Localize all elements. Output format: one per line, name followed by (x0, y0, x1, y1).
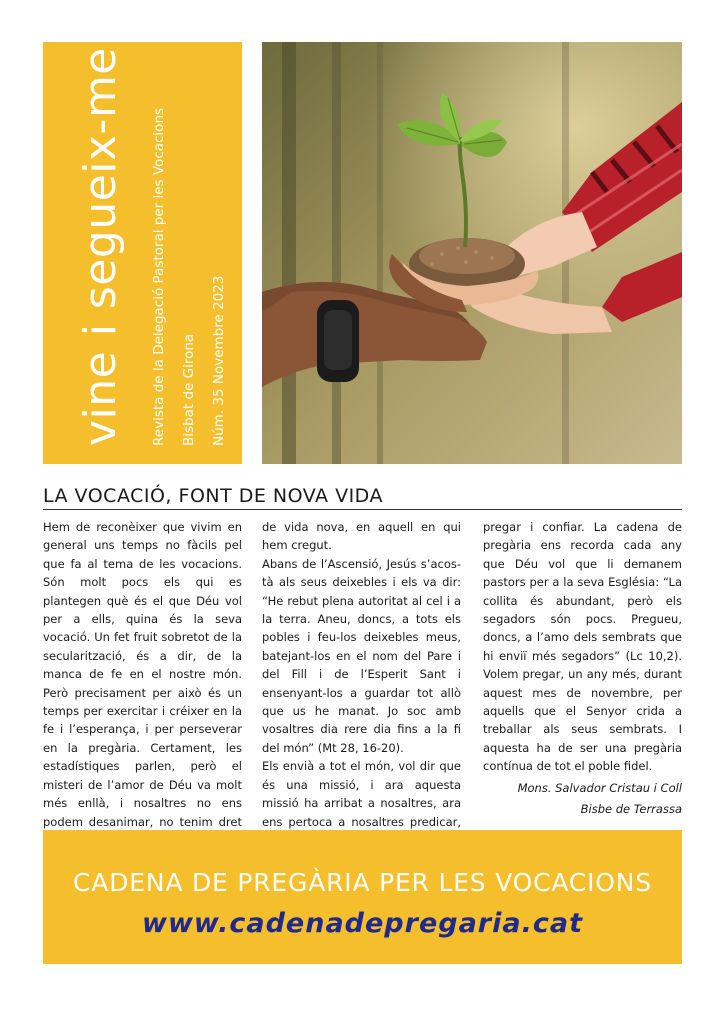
headline-divider (43, 509, 682, 510)
article-column-2 (262, 518, 461, 849)
footer-band (43, 830, 682, 964)
hands-seedling-illustration (262, 42, 682, 464)
article-headline: LA VOCACIÓ, FONT DE NOVA VIDA (43, 485, 383, 507)
article-paragraph: Els envià a tot el món, vol dir que és una missió, i ara aquesta missió ha arribat a nosaltres, ara ens pertoca a nosaltres predicar, (262, 759, 461, 829)
article-column-1 (43, 518, 242, 868)
article-paragraph: Hem de reconèixer que vivim en general uns temps no fàcils pel que fa al tema de les vocacions. Són molt pocs els qui es plantegen què és el que Déu vol per a ells, quina és la seva vocació. Un fet fruit sobretot de la secularització, és a dir, de la manca de fe en el nostre món. Però precisament per això és un temps per exercitar i créixer en la fe i l’esperança, i per perseverar en la pregària. Certament, les estadístiques parlen, però el misteri de l’amor de Déu va molt més enllà, i nosaltres no ens podem desanimar, no tenim dret (43, 520, 242, 829)
masthead-panel (43, 42, 242, 464)
article-paragraph: Abans de l’Ascensió, Jesús s’acostà als seus deixebles i els va dir: “He rebut plena autoritat al cel i a la terra. Aneu, doncs, a tots els pobles i feu-los deixebles meus, batejant-los en el nom del Pare i del Fill i de l’Esperit Sant i ensenyant-los a guardar tot allò que us he manat. Jo soc amb vosaltres dia rere dia fins a la fi del món” (Mt 28, 16-20). (262, 556, 461, 755)
issue-info: Núm. 35 Novembre 2023 (211, 275, 227, 446)
article-paragraph: pregar i confiar. La cadena de pregària ens recorda cada any que Déu vol que li demanem pastors per a la seva Església: “La collita és abundant, però els segadors són pocs. Pregueu, doncs, a l’amo dels sembrats que hi enviï més segadors” (Lc 10,2). Volem pregar, un any més, durant aquest mes de novembre, per aquells que el Senyor crida a treballar als seus sembrats. I aquesta ha de ser una pregària contínua de tot el poble fidel. (483, 520, 682, 774)
magazine-title: vine i segueix-me (75, 47, 126, 446)
masthead-rotated (43, 42, 242, 464)
website-link[interactable]: www.cadenadepregaria.cat (142, 908, 583, 939)
article-paragraph: de vida nova, en aquell en qui hem cregut. (262, 520, 461, 553)
signature-title: Bisbe de Terrassa (580, 802, 682, 816)
diocese-name: Bisbat de Girona (181, 333, 197, 446)
hands-seedling-photo (262, 42, 682, 464)
footer-title: CADENA DE PREGÀRIA PER LES VOCACIONS (73, 868, 652, 897)
magazine-subtitle: Revista de la Delegació Pastoral per les Vocacions (151, 107, 167, 446)
article-column-3 (483, 518, 682, 776)
signature-name: Mons. Salvador Cristau i Coll (517, 781, 682, 795)
